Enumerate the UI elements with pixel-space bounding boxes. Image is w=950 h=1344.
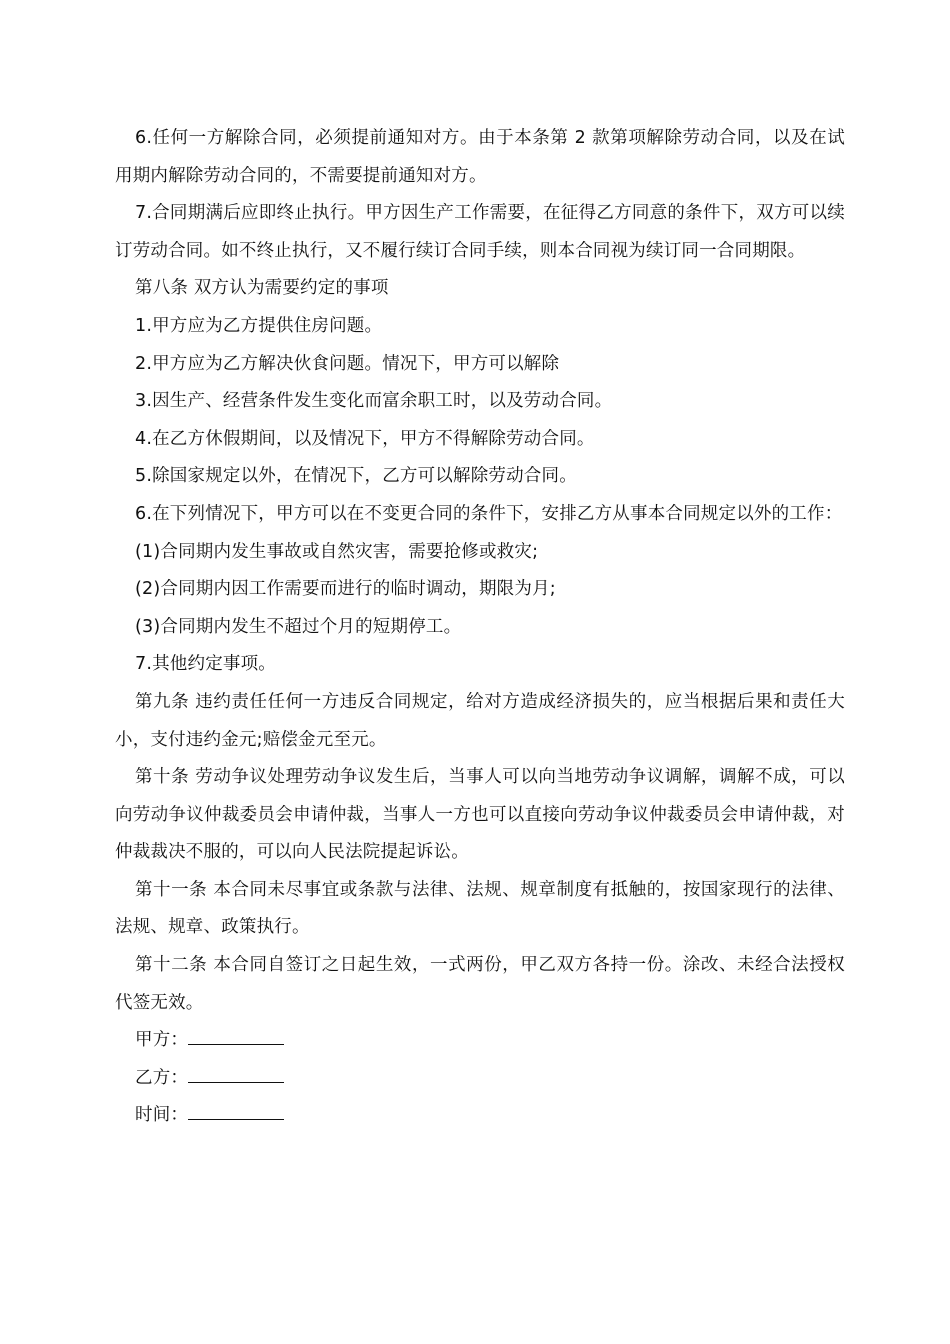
clause-paragraph: 7.合同期满后应即终止执行。甲方因生产工作需要，在征得乙方同意的条件下，双方可以续订劳动合同。如不终止执行，又不履行续订合同手续，则本合同视为续订同一合同期限。	[115, 203, 845, 261]
clause-paragraph: 2.甲方应为乙方解决伙食问题。情况下，甲方可以解除	[135, 353, 560, 374]
sub-clause-paragraph: (1)合同期内发生事故或自然灾害，需要抢修或救灾;	[135, 541, 539, 562]
clause-paragraph: 6.任何一方解除合同，必须提前通知对方。由于本条第 2 款第项解除劳动合同，以及在试用期内解除劳动合同的，不需要提前通知对方。	[115, 128, 845, 186]
article-paragraph: 第十一条 本合同未尽事宜或条款与法律、法规、规章制度有抵触的，按国家现行的法律、法规、规章、政策执行。	[115, 879, 845, 938]
clause-paragraph: 5.除国家规定以外，在情况下，乙方可以解除劳动合同。	[135, 466, 577, 487]
sub-clause-paragraph: (2)合同期内因工作需要而进行的临时调动，期限为月;	[135, 579, 556, 600]
signature-label: 时间：	[135, 1105, 189, 1126]
article-heading: 第八条 双方认为需要约定的事项	[135, 278, 389, 299]
clause-paragraph: 3.因生产、经营条件发生变化而富余职工时，以及劳动合同。	[135, 391, 613, 412]
signature-line-date	[115, 1097, 845, 1135]
clause-paragraph: 6.在下列情况下，甲方可以在不变更合同的条件下，安排乙方从事本合同规定以外的工作：	[135, 503, 843, 524]
article-paragraph: 第九条 违约责任任何一方违反合同规定，给对方造成经济损失的，应当根据后果和责任大小，支付违约金元;赔偿金元至元。	[115, 691, 845, 750]
signature-line-party-b	[115, 1060, 845, 1098]
signature-label: 甲方：	[135, 1030, 189, 1051]
contract-body	[115, 120, 845, 1135]
article-paragraph: 第十二条 本合同自签订之日起生效，一式两份，甲乙双方各持一份。涂改、未经合法授权代签无效。	[115, 955, 845, 1013]
signature-blank	[188, 1024, 284, 1045]
signature-blank	[188, 1062, 284, 1083]
clause-paragraph: 7.其他约定事项。	[135, 654, 276, 675]
signature-label: 乙方：	[135, 1067, 189, 1088]
article-paragraph: 第十条 劳动争议处理劳动争议发生后，当事人可以向当地劳动争议调解，调解不成，可以向劳动争议仲裁委员会申请仲裁，当事人一方也可以直接向劳动争议仲裁委员会申请仲裁，对仲裁裁决不服的，可以向人民法院提起诉讼。	[115, 767, 845, 863]
sub-clause-paragraph: (3)合同期内发生不超过个月的短期停工。	[135, 616, 462, 637]
signature-blank	[188, 1099, 284, 1120]
clause-paragraph: 4.在乙方休假期间，以及情况下，甲方不得解除劳动合同。	[135, 428, 595, 449]
signature-line-party-a	[115, 1022, 845, 1060]
clause-paragraph: 1.甲方应为乙方提供住房问题。	[135, 315, 383, 336]
